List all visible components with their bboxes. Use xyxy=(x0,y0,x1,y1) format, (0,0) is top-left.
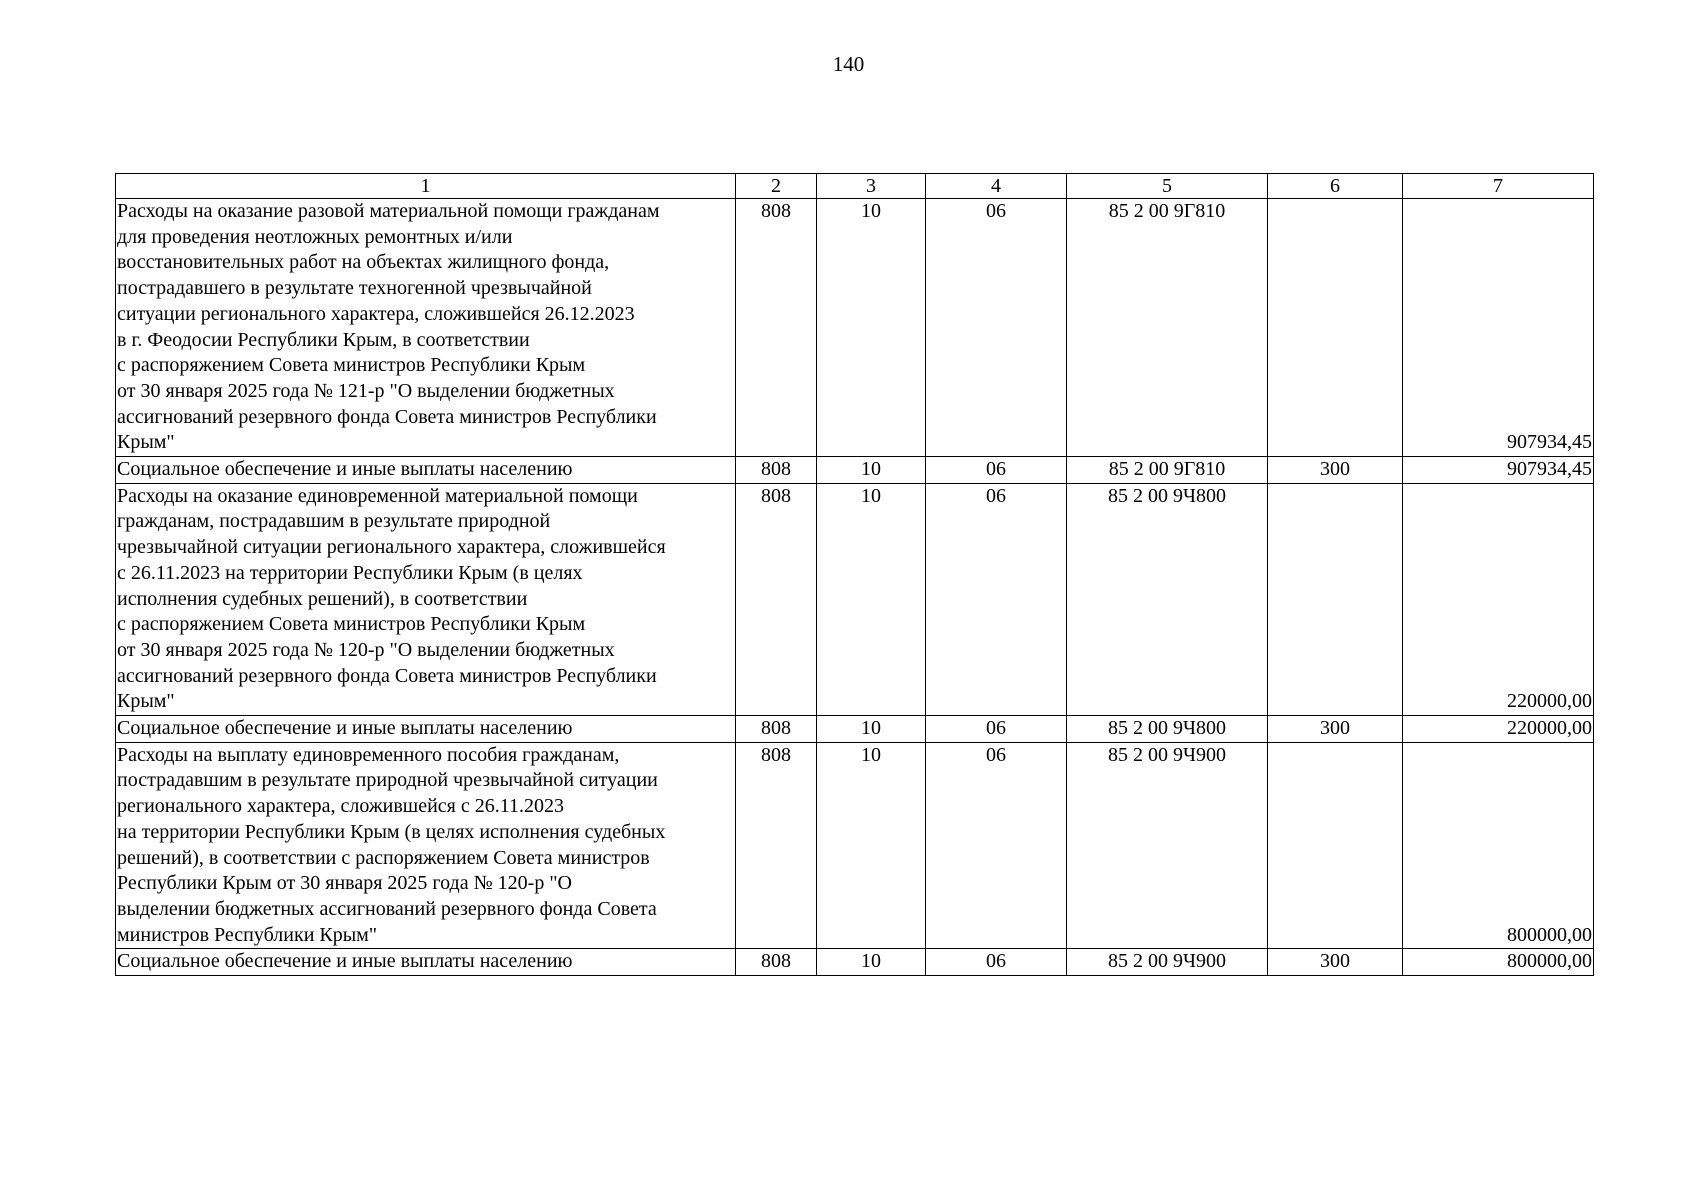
expense-name-line: решений), в соответствии с распоряжением Совета министров xyxy=(117,846,650,869)
expense-name-line: Крым" xyxy=(117,431,175,454)
amount-cell: 800000,00 xyxy=(1403,949,1594,976)
subsection-code-cell: 06 xyxy=(926,949,1067,976)
column-header: 3 xyxy=(817,174,926,199)
table-row xyxy=(116,199,1594,457)
column-header: 4 xyxy=(926,174,1067,199)
section-code-cell: 10 xyxy=(817,716,926,743)
table-row xyxy=(116,483,1594,715)
department-code-cell: 808 xyxy=(736,483,817,715)
page-number: 140 xyxy=(832,52,865,76)
expense-type-cell: 300 xyxy=(1268,457,1403,484)
amount-cell: 907934,45 xyxy=(1403,457,1594,484)
section-code-cell: 10 xyxy=(817,483,926,715)
expense-name-cell xyxy=(116,457,736,484)
expense-name-line: Республики Крым от 30 января 2025 года № 120-р "О xyxy=(117,872,572,895)
expense-name-line: Расходы на оказание разовой материальной помощи гражданам xyxy=(117,200,660,222)
column-header: 7 xyxy=(1403,174,1594,199)
expense-name-line: ситуации регионального характера, сложившейся 26.12.2023 xyxy=(117,302,635,325)
department-code-cell: 808 xyxy=(736,199,817,457)
target-article-cell: 85 2 00 9Ч900 xyxy=(1067,742,1268,949)
expense-name-line: от 30 января 2025 года № 120-р "О выделении бюджетных xyxy=(117,638,615,661)
section-code-cell: 10 xyxy=(817,949,926,976)
expense-name-line: министров Республики Крым" xyxy=(117,923,377,946)
section-code-cell: 10 xyxy=(817,457,926,484)
department-code-cell: 808 xyxy=(736,949,817,976)
expense-name-cell xyxy=(116,949,736,976)
section-code-cell: 10 xyxy=(817,742,926,949)
department-code-cell: 808 xyxy=(736,457,817,484)
expense-name-line: ассигнований резервного фонда Совета министров Республики xyxy=(117,405,657,428)
table-row xyxy=(116,457,1594,484)
expense-name-line: с распоряжением Совета министров Республики Крым xyxy=(117,613,586,636)
expense-name-line: с 26.11.2023 на территории Республики Крым (в целях xyxy=(117,561,583,584)
subsection-code-cell: 06 xyxy=(926,199,1067,457)
expense-name-cell xyxy=(116,742,736,949)
target-article-cell: 85 2 00 9Ч800 xyxy=(1067,716,1268,743)
expense-name-line: для проведения неотложных ремонтных и/или xyxy=(117,225,513,248)
expense-name-line: гражданам, пострадавшим в результате природной xyxy=(117,510,551,533)
expense-name-cell xyxy=(116,199,736,457)
target-article-cell: 85 2 00 9Г810 xyxy=(1067,457,1268,484)
subsection-code-cell: 06 xyxy=(926,457,1067,484)
column-header: 1 xyxy=(116,174,736,199)
expense-type-cell xyxy=(1268,483,1403,715)
expense-type-cell xyxy=(1268,199,1403,457)
expense-name-line: Крым" xyxy=(117,690,175,713)
subsection-code-cell: 06 xyxy=(926,716,1067,743)
amount-cell: 220000,00 xyxy=(1403,716,1594,743)
department-code-cell: 808 xyxy=(736,716,817,743)
column-header: 5 xyxy=(1067,174,1268,199)
expense-name-cell xyxy=(116,483,736,715)
subsection-code-cell: 06 xyxy=(926,483,1067,715)
expense-name-line: на территории Республики Крым (в целях исполнения судебных xyxy=(117,820,666,843)
column-header: 2 xyxy=(736,174,817,199)
expense-name-line: Социальное обеспечение и иные выплаты населению xyxy=(117,458,573,481)
expense-name-line: регионального характера, сложившейся с 26.11.2023 xyxy=(117,795,565,818)
expense-name-line: с распоряжением Совета министров Республики Крым xyxy=(117,354,586,377)
expense-name-line: восстановительных работ на объектах жилищного фонда, xyxy=(117,251,610,274)
expense-name-line: пострадавшего в результате техногенной чрезвычайной xyxy=(117,277,592,300)
table-row xyxy=(116,716,1594,743)
expense-name-line: Расходы на выплату единовременного пособия гражданам, xyxy=(117,743,620,766)
target-article-cell: 85 2 00 9Ч800 xyxy=(1067,483,1268,715)
amount-cell: 220000,00 xyxy=(1403,483,1594,715)
table-row xyxy=(116,949,1594,976)
expense-name-line: чрезвычайной ситуации регионального характера, сложившейся xyxy=(117,536,666,559)
expense-name-line: Социальное обеспечение и иные выплаты населению xyxy=(117,950,573,973)
department-code-cell: 808 xyxy=(736,742,817,949)
subsection-code-cell: 06 xyxy=(926,742,1067,949)
expense-name-line: ассигнований резервного фонда Совета министров Республики xyxy=(117,664,657,687)
header-row xyxy=(116,174,1594,199)
section-code-cell: 10 xyxy=(817,199,926,457)
expense-type-cell: 300 xyxy=(1268,716,1403,743)
expense-name-line: Расходы на оказание единовременной материальной помощи xyxy=(117,484,638,507)
expense-name-cell xyxy=(116,716,736,743)
expense-name-line: исполнения судебных решений), в соответствии xyxy=(117,587,528,610)
expense-type-cell xyxy=(1268,742,1403,949)
target-article-cell: 85 2 00 9Г810 xyxy=(1067,199,1268,457)
amount-cell: 907934,45 xyxy=(1403,199,1594,457)
table-row xyxy=(116,742,1594,949)
expense-name-line: Социальное обеспечение и иные выплаты населению xyxy=(117,717,573,740)
budget-table xyxy=(115,173,1594,976)
expense-name-line: выделении бюджетных ассигнований резервного фонда Совета xyxy=(117,897,657,920)
expense-name-line: пострадавшим в результате природной чрезвычайной ситуации xyxy=(117,769,658,792)
amount-cell: 800000,00 xyxy=(1403,742,1594,949)
expense-type-cell: 300 xyxy=(1268,949,1403,976)
expense-name-line: от 30 января 2025 года № 121-р "О выделении бюджетных xyxy=(117,379,615,402)
column-header: 6 xyxy=(1268,174,1403,199)
target-article-cell: 85 2 00 9Ч900 xyxy=(1067,949,1268,976)
expense-name-line: в г. Феодосии Республики Крым, в соответствии xyxy=(117,328,530,351)
